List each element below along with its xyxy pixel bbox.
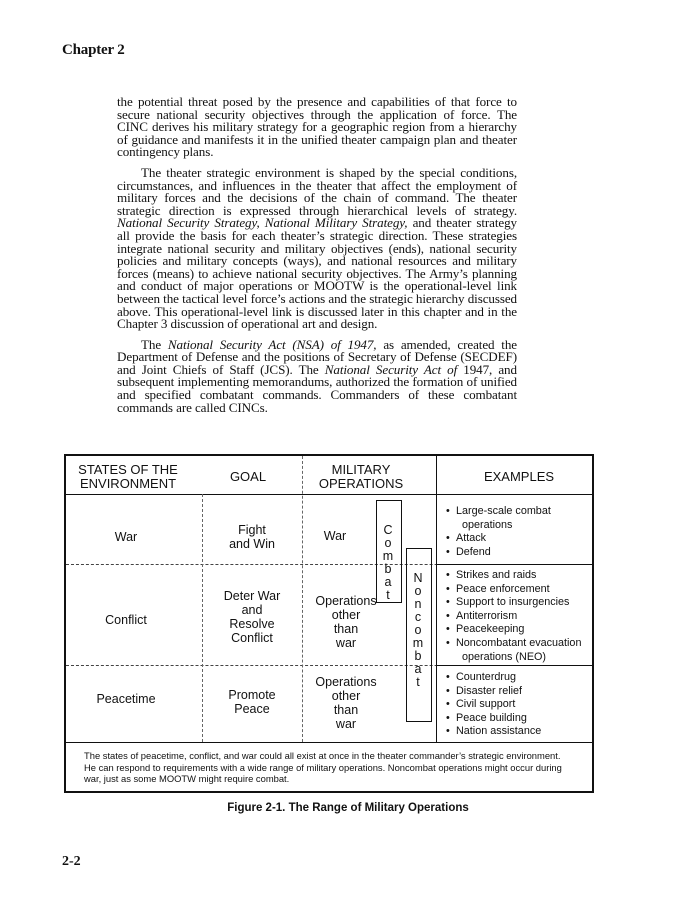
paragraph-3	[117, 336, 517, 415]
list-item: • Nation assistance	[446, 725, 590, 739]
page-number: 2-2	[62, 854, 81, 869]
combat-letter: t	[386, 588, 390, 602]
paragraph-3-text-c: as amended, created the Department of Defense and the positions of Secretary of Defense (SECDEF) and Joint Chiefs of Staff (JCS). The	[117, 336, 517, 377]
paragraph-3-act-title: National Security Act (NSA) of 1947,	[167, 336, 377, 352]
ops-conflict-line-4: war	[335, 636, 357, 650]
paragraph-3-text-e: 1947, and subsequent implementing memorandums, authorized the formation of unified and specified combatant commands. Commanders of these combatant commands are called CINCs.	[117, 361, 517, 415]
goal-war-line-2: and Win	[229, 537, 275, 551]
noncombat-letter: o	[414, 584, 422, 598]
noncombat-letter: c	[414, 610, 422, 624]
header-goal: GOAL	[229, 469, 267, 484]
header-ops-line-2: OPERATIONS	[318, 476, 404, 491]
ops-conflict	[306, 594, 386, 650]
header-divider	[66, 494, 592, 495]
combat-letter: b	[384, 562, 392, 576]
header-military-operations	[306, 463, 416, 491]
list-item: • Civil support	[446, 698, 590, 712]
body-text	[117, 96, 517, 422]
noncombat-letter: n	[414, 597, 422, 611]
ops-peacetime-line-1: Operations	[315, 675, 377, 689]
column-divider-1	[202, 494, 203, 742]
list-item: • Defend	[446, 546, 590, 560]
list-item: • Large-scale combat operations	[446, 505, 590, 532]
goal-peacetime	[204, 688, 300, 716]
paragraph-2-text-c: and theater strategy all provide the basis for each theater’s strategic direction. These strategies integrate national security and military objectives (ends), national security policies and military concepts (ways), and national resources and military forces (means) to achieve national security objectives. The Army’s planning and conduct of major operations or MOOTW is the operational-level link between the tactical level force’s actions and the strategic hierarchy discussed above. This operational-level link is discussed later in this chapter and in the Chapter 3 discussion of operational art and design.	[117, 215, 517, 332]
list-item: • Peace enforcement	[446, 583, 590, 597]
noncombat-letter: m	[412, 636, 424, 650]
list-item: • Support to insurgencies	[446, 596, 590, 610]
header-ops-line-1: MILITARY	[331, 462, 391, 477]
goal-war	[204, 523, 300, 551]
examples-war	[446, 505, 590, 559]
paragraph-2-strategy-titles: National Security Strategy, National Military Strategy,	[117, 215, 408, 231]
list-item: • Counterdrug	[446, 671, 590, 685]
chapter-heading: Chapter 2	[62, 42, 125, 58]
noncombat-letter: a	[414, 662, 422, 676]
goal-conflict-line-1: Deter War	[223, 589, 281, 603]
combat-letter: C	[383, 523, 393, 537]
noncombat-letter: t	[416, 675, 420, 689]
goal-peacetime-line-1: Promote	[228, 688, 276, 702]
list-item: • Disaster relief	[446, 685, 590, 699]
paragraph-3-text-a: The	[141, 336, 162, 352]
column-divider-2	[302, 456, 303, 742]
ops-conflict-line-3: than	[333, 622, 359, 636]
state-war: War	[114, 530, 138, 544]
examples-divider-2	[436, 665, 592, 666]
column-divider-3	[436, 456, 437, 742]
list-item: • Antiterrorism	[446, 610, 590, 624]
list-item: • Peace building	[446, 712, 590, 726]
ops-conflict-line-2: other	[331, 608, 361, 622]
ops-conflict-line-1: Operations	[315, 594, 377, 608]
note-divider	[66, 742, 592, 743]
header-states	[68, 463, 188, 491]
figure-note: The states of peacetime, conflict, and war could all exist at once in the theater commander’s strategic environment. He can respond to requirements with a wide range of military operations. Noncombat operations might occur during war, just as some MOOTW might require combat.	[84, 750, 562, 784]
goal-conflict-line-4: Conflict	[231, 631, 273, 645]
goal-conflict-line-3: Resolve	[229, 617, 275, 631]
goal-conflict	[204, 589, 300, 645]
goal-conflict-line-2: and	[241, 603, 263, 617]
combat-letter: a	[384, 575, 392, 589]
ops-peacetime-line-2: other	[331, 689, 361, 703]
range-of-operations-figure	[64, 454, 594, 793]
noncombat-letter: o	[414, 623, 422, 637]
examples-divider-1	[436, 564, 592, 565]
paragraph-2-text-a: The theater strategic environment is shaped by the special conditions, circumstances, and influences in the theater that affect the employment of military forces and the decisions of the chain of command. The theater strategic direction is expressed through hierarchical levels of strategy.	[117, 164, 517, 218]
noncombat-letter: N	[413, 571, 423, 585]
examples-peacetime	[446, 671, 590, 739]
combat-letter: o	[384, 536, 392, 550]
list-item: • Attack	[446, 532, 590, 546]
ops-war: War	[323, 529, 347, 543]
list-item: • Noncombatant evacuation operations (NEO)	[446, 637, 590, 664]
list-item: • Strikes and raids	[446, 569, 590, 583]
header-states-line-2: ENVIRONMENT	[79, 476, 177, 491]
list-item: • Peacekeeping	[446, 623, 590, 637]
ops-peacetime	[306, 675, 386, 731]
header-states-line-1: STATES OF THE	[78, 462, 178, 477]
examples-conflict	[446, 569, 590, 664]
state-conflict: Conflict	[105, 613, 147, 627]
figure-caption: Figure 2-1. The Range of Military Operations	[227, 802, 469, 814]
paragraph-3-act-title-2: National Security Act of	[324, 361, 458, 377]
header-examples: EXAMPLES	[483, 469, 555, 484]
paragraph-2	[117, 164, 517, 332]
goal-peacetime-line-2: Peace	[234, 702, 270, 716]
ops-peacetime-line-3: than	[333, 703, 359, 717]
state-peacetime: Peacetime	[96, 692, 156, 706]
ops-peacetime-line-4: war	[335, 717, 357, 731]
noncombat-letter: b	[414, 649, 422, 663]
goal-war-line-1: Fight	[238, 523, 266, 537]
paragraph-1: the potential threat posed by the presence and capabilities of that force to secure national security objectives through the application of force. The CINC derives his military strategy for a geographic region from a hierarchy of guidance and manifests it in the unified theater campaign plan and theater contingency plans.	[117, 94, 517, 160]
combat-letter: m	[382, 549, 394, 563]
